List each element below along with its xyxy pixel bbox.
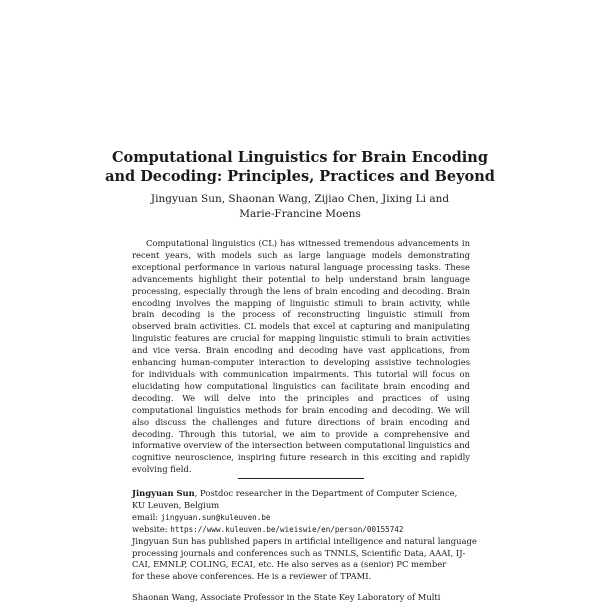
bio-name: Jingyuan Sun	[132, 488, 195, 498]
email-link[interactable]: jingyuan.sun@kuleuven.be	[160, 512, 271, 522]
authors-line-2: Marie-Francine Moens	[239, 208, 361, 220]
paper-title	[0, 148, 600, 186]
bio-desc-line-1: Jingyuan Sun has published papers in artificial intelligence and natural language	[132, 535, 477, 546]
bio-website-row	[132, 524, 470, 536]
bio-desc-line-3: CAI, EMNLP, COLING, ECAI, etc. He also serves as a (senior) PC member	[132, 559, 447, 570]
author-list	[0, 192, 600, 222]
bio-heading	[132, 488, 470, 500]
bio-desc-line-2: processing journals and conferences such as TNNLS, Scientific Data, AAAI, IJ-	[132, 547, 466, 558]
title-line-1: Computational Linguistics for Brain Encoding	[112, 149, 488, 166]
abstract: Computational linguistics (CL) has witnessed tremendous advancements in recent years, with models such as large language models demonstrating exceptional performance in various natural language processing tasks. These advancements highlight their potential to help understand brain language processing, especially through the lens of brain encoding and decoding. Brain encoding involves the mapping of linguistic stimuli to brain activity, while brain decoding is the process of reconstructing linguistic stimuli from observed brain activities. CL models that excel at capturing and manipulating linguistic features are crucial for mapping linguistic stimuli to brain activities and vice versa. Brain encoding and decoding have vast applications, from enhancing human-computer interaction to developing assistive technologies for individuals with communication impairments. This tutorial will focus on elucidating how computational linguistics can facilitate brain encoding and decoding. We will delve into the principles and practices of using computational linguistics methods for brain encoding and decoding. We will also discuss the challenges and future directions of brain encoding and decoding. Through this tutorial, we aim to provide a comprehensive and informative overview of the intersection between computational linguistics and cognitive neuroscience, inspiring future research in this exciting and rapidly evolving field.	[132, 238, 470, 475]
bio-role: , Postdoc researcher in the Department of Computer Science,	[194, 488, 458, 498]
bio-affiliation: KU Leuven, Belgium	[132, 499, 220, 510]
website-label: website:	[132, 523, 171, 534]
author-bio	[132, 488, 477, 583]
next-bio-partial: Shaonan Wang, Associate Professor in the State Key Laboratory of Multi	[132, 592, 441, 602]
bio-email-row	[132, 512, 470, 524]
section-divider	[238, 478, 364, 479]
authors-line-1: Jingyuan Sun, Shaonan Wang, Zijiao Chen, Jixing Li and	[150, 193, 450, 205]
website-link[interactable]: https://www.kuleuven.be/wieiswie/en/person/00155742	[170, 524, 404, 534]
email-label: email:	[132, 511, 161, 522]
bio-desc-line-4: for these above conferences. He is a reviewer of TPAMI.	[132, 571, 372, 582]
title-line-2: and Decoding: Principles, Practices and Beyond	[105, 168, 495, 185]
